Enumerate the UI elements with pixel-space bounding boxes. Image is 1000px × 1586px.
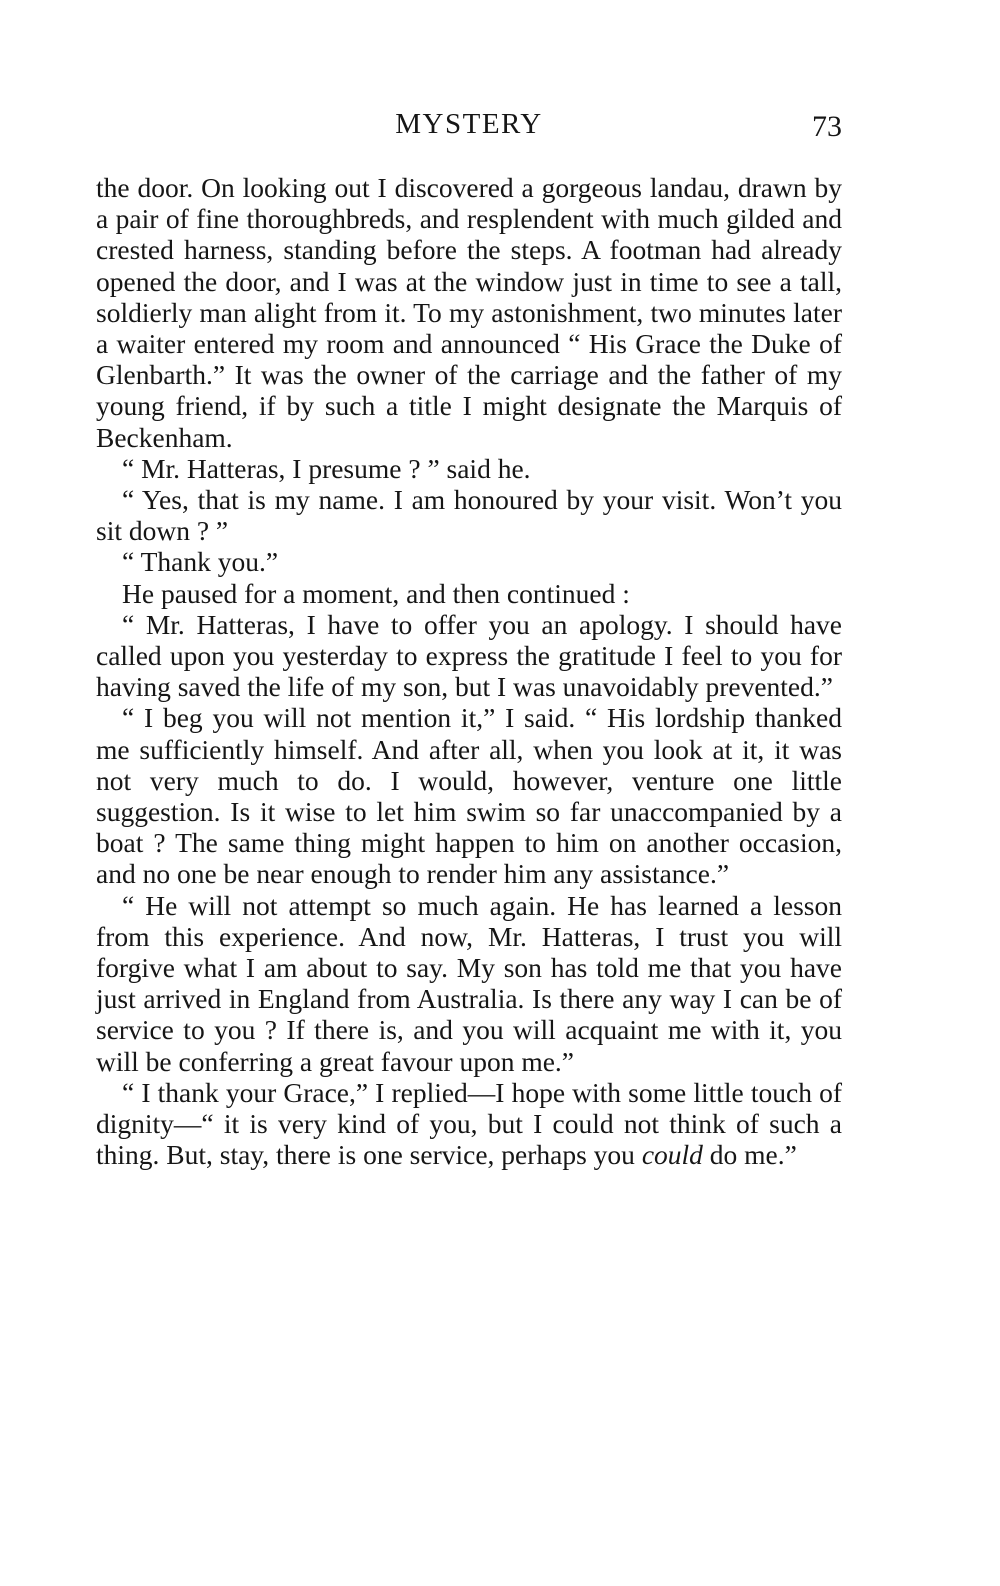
paragraph [96,453,842,484]
text-segment: the door. On looking out I discovered a gorgeous landau, drawn by a pair of fine thoroughbreds, and resplendent with much gilded and crested harness, standing before the steps. A footman had already opened the door, and I was at the window just in time to see a tall, soldierly man alight from it. To my astonishment, two minutes later a waiter entered my room and announced “ His Grace the Duke of Glenbarth.” It was the owner of the carriage and the father of my young friend, if by such a title I might designate the Marquis of Beckenham. [96,172,842,453]
text-segment: He paused for a moment, and then continued : [122,577,630,609]
paragraph [96,172,842,453]
paragraph [96,1077,842,1171]
italic-text: could [641,1139,703,1171]
running-title: MYSTERY [395,108,543,140]
paragraph [96,578,842,609]
body-text [96,172,842,1171]
text-segment: “ Mr. Hatteras, I have to offer you an apology. I should have called upon you yesterday to express the gratitude I feel to you for having saved the life of my son, but I was unavoidably prevented.” [96,608,842,703]
text-segment: “ Mr. Hatteras, I presume ? ” said he. [122,452,531,484]
paragraph [96,609,842,703]
page-number: 73 [812,110,842,143]
text-segment: “ I thank your Grace,” I replied—I hope with some little touch of dignity—“ it is very kind of you, but I could not think of such a thing. But, stay, there is one service, perhaps you [96,1076,842,1171]
text-segment: “ He will not attempt so much again. He has learned a lesson from this experience. And now, Mr. Hatteras, I trust you will forgive what I am about to say. My son has told me that you have just arrived in England from Australia. Is there any way I can be of service to you ? If there is, and you will acquaint me with it, you will be conferring a great favour upon me.” [96,889,842,1077]
paragraph [96,546,842,577]
text-segment: “ I beg you will not mention it,” I said. “ His lordship thanked me sufficiently himself. And after all, when you look at it, it was not very much to do. I would, however, venture one little suggestion. Is it wise to let him swim so far unaccompanied by a boat ? The same thing might happen to him on another occasion, and no one be near enough to render him any assistance.” [96,702,842,890]
text-segment: do me.” [702,1139,797,1171]
paragraph [96,890,842,1077]
text-segment: “ Thank you.” [122,546,279,578]
text-segment: “ Yes, that is my name. I am honoured by your visit. Won’t you sit down ? ” [96,484,842,547]
paragraph [96,702,842,889]
paragraph [96,484,842,546]
running-head [96,108,842,144]
